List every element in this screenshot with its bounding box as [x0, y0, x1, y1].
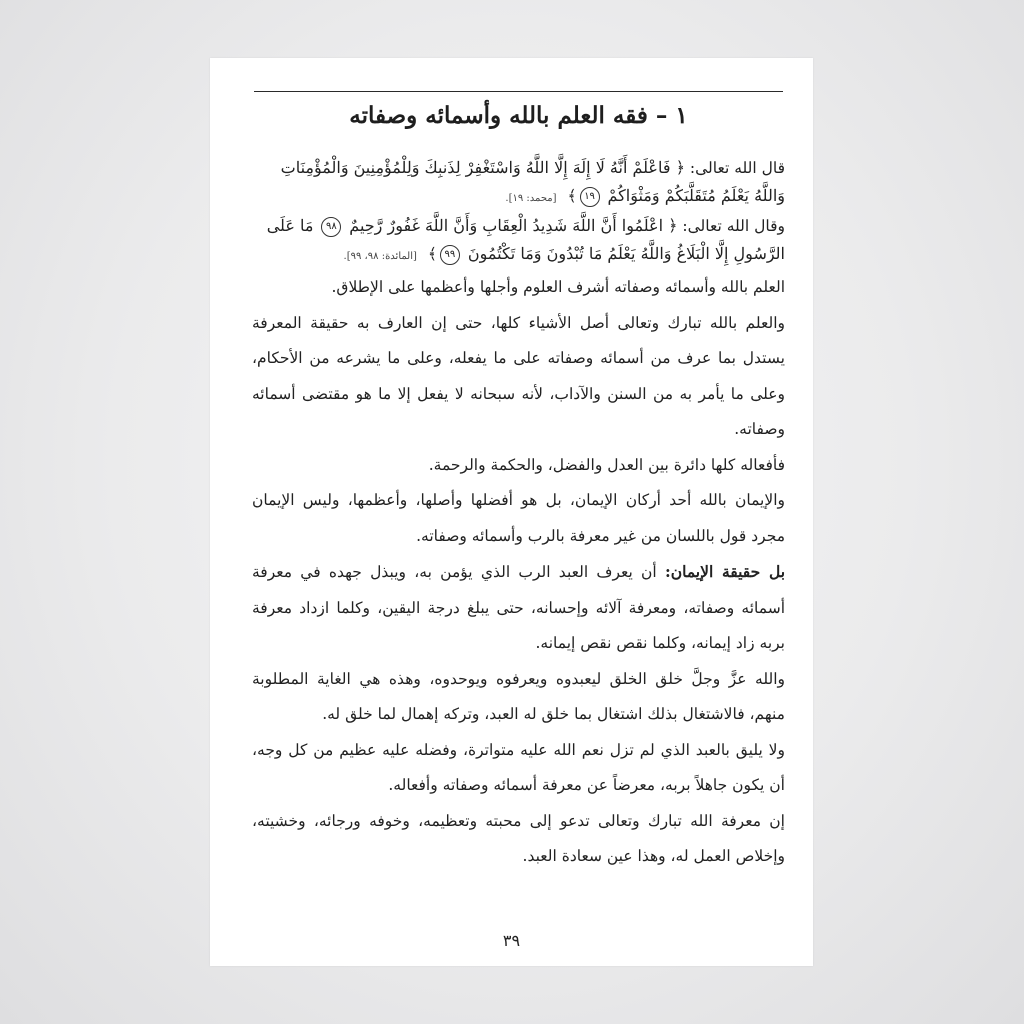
- chapter-title: ١ – فقه العلم بالله وأسمائه وصفاته: [349, 102, 688, 129]
- verse-intro: قال الله تعالى:: [684, 159, 785, 177]
- paragraph: [252, 554, 785, 662]
- paragraph: العلم بالله وأسمائه وصفاته أشرف العلوم وأجلها وأعظمها على الإطلاق.: [331, 278, 785, 296]
- verse-intro: وقال الله تعالى:: [677, 217, 785, 235]
- paragraph-lead: بل حقيقة الإيمان:: [665, 562, 786, 581]
- verse-block-2: [252, 212, 785, 270]
- quran-text: ﴿ اعْلَمُوا أَنَّ اللَّهَ شَدِيدُ الْعِقَابِ وَأَنَّ اللَّهَ غَفُورٌ رَّحِيمٌ: [349, 216, 678, 235]
- page-number: ٣٩: [502, 931, 521, 950]
- verse-reference: [المائدة: ٩٨، ٩٩].: [343, 251, 417, 262]
- ayah-number-marker: ١٩: [580, 187, 600, 207]
- quran-close-bracket: ﴾: [567, 187, 577, 205]
- header-rule: [254, 91, 783, 92]
- paragraph: والعلم بالله تبارك وتعالى أصل الأشياء كلها، حتى إن العارف به حقيقة المعرفة يستدل بما عرف من أسمائه وصفاته على ما يفعله، وعلى ما يشرعه من الأحكام، وعلى ما يأمر به من السنن والآداب، لأنه سبحانه لا يفعل إلا ما هو مقتضى أسمائه وصفاته.: [252, 313, 785, 438]
- verse-block-1: [252, 154, 785, 212]
- book-page: [210, 58, 813, 966]
- verse-reference: [محمد: ١٩].: [505, 193, 557, 204]
- quran-text: مَا عَلَى: [266, 216, 314, 235]
- quran-text: وَاللَّهُ يَعْلَمُ مُتَقَلَّبَكُمْ وَمَثْوَاكُمْ: [607, 186, 785, 205]
- quran-close-bracket: ﴾: [427, 245, 437, 263]
- paragraph: فأفعاله كلها دائرة بين العدل والفضل، والحكمة والرحمة.: [428, 455, 785, 474]
- quran-text: الرَّسُولِ إِلَّا الْبَلَاغُ وَاللَّهُ يَعْلَمُ مَا تُبْدُونَ وَمَا تَكْتُمُونَ: [467, 244, 785, 263]
- paragraph: والله عزَّ وجلَّ خلق الخلق ليعبدوه ويعرفوه ويوحدوه، وهذه هي الغاية المطلوبة منهم، فالاشتغال بذلك اشتغال بما خلق له العبد، وتركه إهمال لما خلق له.: [252, 669, 785, 723]
- ayah-number-marker: ٩٨: [321, 217, 341, 237]
- quran-text: ﴿ فَاعْلَمْ أَنَّهُ لَا إِلَهَ إِلَّا اللَّهُ وَاسْتَغْفِرْ لِذَنبِكَ وَلِلْمُؤْمِنِينَ وَالْمُؤْمِنَاتِ: [280, 158, 685, 177]
- ayah-number-marker: ٩٩: [440, 245, 460, 265]
- paragraph: إن معرفة الله تبارك وتعالى تدعو إلى محبته وتعظيمه، وخوفه ورجائه، وخشيته، وإخلاص العمل له، وهذا عين سعادة العبد.: [252, 811, 785, 865]
- page-content: [252, 98, 785, 875]
- paragraph: ولا يليق بالعبد الذي لم تزل نعم الله عليه متواترة، وفضله عليه عظيم من كل وجه، أن يكون جاهلاً بربه، معرضاً عن معرفة أسمائه وصفاته وأفعاله.: [252, 740, 785, 794]
- paragraph: والإيمان بالله أحد أركان الإيمان، بل هو أفضلها وأصلها، وأعظمها، وليس الإيمان مجرد قول باللسان من غير معرفة بالرب وأسمائه وصفاته.: [252, 491, 785, 545]
- paragraph-text: أن يعرف العبد الرب الذي يؤمن به، ويبذل جهده في معرفة أسمائه وصفاته، ومعرفة آلائه وإحسانه، حتى يبلغ درجة اليقين، وكلما ازداد معرفة بربه زاد إيمانه، وكلما نقص نقص إيمانه.: [252, 563, 785, 652]
